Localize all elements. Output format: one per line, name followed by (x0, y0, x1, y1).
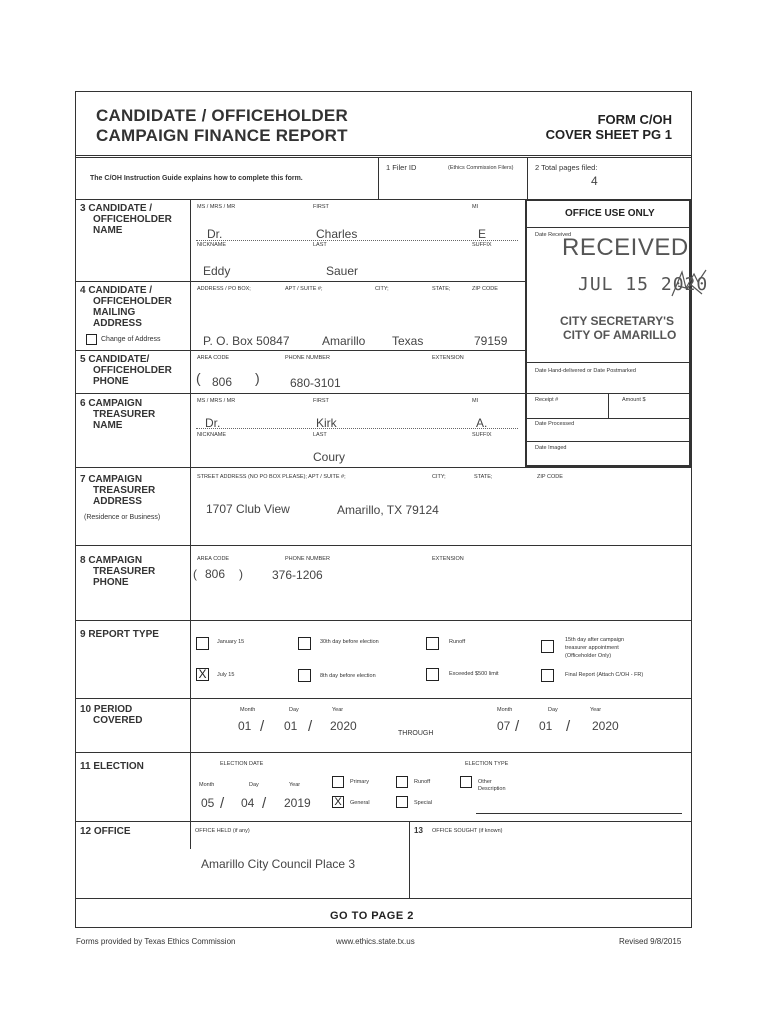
received-stamp: RECEIVED (562, 234, 689, 261)
s13-number: 13 (414, 826, 423, 835)
s8-area-value[interactable]: 806 (205, 567, 226, 581)
s4-zip-value[interactable]: 79159 (474, 334, 508, 348)
s8-phone-value[interactable]: 376-1206 (272, 568, 323, 582)
s6-last-label: LAST (313, 432, 327, 438)
total-pages-value[interactable]: 4 (591, 174, 598, 188)
amount-label: Amount $ (622, 397, 646, 403)
s11-year-label: Year (289, 782, 301, 788)
report-30day-checkbox[interactable] (298, 637, 311, 650)
election-description-label: Description (478, 786, 506, 792)
s5-paren-open: ( (196, 370, 201, 386)
s11-day-value[interactable]: 04 (241, 796, 255, 810)
s4-label-line1: 4 CANDIDATE / (80, 285, 153, 296)
s10-from-month-label: Month (240, 707, 256, 713)
hand-delivered-label: Date Hand-delivered or Date Postmarked (535, 368, 636, 374)
s6-mi-label: MI (472, 398, 479, 404)
s5-label-line2: OFFICEHOLDER (93, 365, 172, 376)
s5-area-label: AREA CODE (197, 355, 230, 361)
divider (75, 155, 692, 156)
election-general-checkbox[interactable]: X (332, 796, 344, 808)
divider (527, 362, 689, 363)
s5-phone-value[interactable]: 680-3101 (290, 376, 341, 390)
s7-label-line2: TREASURER (93, 485, 156, 496)
s10-from-year-label: Year (332, 707, 344, 713)
report-8day-checkbox[interactable] (298, 669, 311, 682)
date-slash: / (515, 718, 520, 735)
election-description-line (476, 813, 682, 814)
divider (75, 698, 692, 699)
footer-revised: Revised 9/8/2015 (619, 937, 682, 946)
s6-nickname-label: NICKNAME (197, 432, 227, 438)
footer-provided-by: Forms provided by Texas Ethics Commission (76, 937, 236, 946)
date-slash: / (566, 718, 571, 735)
s7-street-label: STREET ADDRESS (NO PO BOX PLEASE); APT / SUITE #; (197, 474, 346, 480)
report-jan15-checkbox[interactable] (196, 637, 209, 650)
divider (75, 620, 692, 621)
divider (75, 350, 525, 351)
election-other-checkbox[interactable] (460, 776, 472, 788)
s5-phone-label: PHONE NUMBER (285, 355, 330, 361)
s11-day-label: Day (249, 782, 259, 788)
go-to-page-2: GO TO PAGE 2 (330, 910, 414, 922)
s3-last-label: LAST (313, 242, 327, 248)
report-15th-label-1: 15th day after campaign (565, 637, 625, 643)
divider (75, 467, 692, 468)
s3-first-label: FIRST (313, 204, 329, 210)
s7-state-label: STATE; (474, 474, 493, 480)
s6-first-label: FIRST (313, 398, 329, 404)
s10-from-day-label: Day (289, 707, 299, 713)
election-runoff-label: Runoff (414, 779, 431, 785)
receipt-label: Receipt # (535, 397, 559, 403)
election-special-checkbox[interactable] (396, 796, 408, 808)
office-use-title: OFFICE USE ONLY (565, 208, 655, 219)
s6-label-line1: 6 CAMPAIGN (80, 398, 143, 409)
s3-label-line2: OFFICEHOLDER (93, 214, 172, 225)
s11-year-value[interactable]: 2019 (284, 796, 311, 810)
s4-label-line3: MAILING (93, 307, 136, 318)
divider (75, 157, 692, 158)
s7-label-line3: ADDRESS (93, 496, 142, 507)
s6-ms-label: MS / MRS / MR (197, 398, 236, 404)
s3-first-value[interactable]: Charles (316, 227, 358, 241)
report-15th-checkbox[interactable] (541, 640, 554, 653)
divider (409, 821, 410, 898)
s10-from-day-value[interactable]: 01 (284, 719, 298, 733)
s6-suffix-label: SUFFIX (472, 432, 492, 438)
s12-label: 12 OFFICE (80, 826, 131, 837)
s5-area-value[interactable]: 806 (212, 375, 233, 389)
s3-label-line1: 3 CANDIDATE / (80, 203, 153, 214)
s3-suffix-label: SUFFIX (472, 242, 492, 248)
office-sought-label: OFFICE SOUGHT (if known) (432, 828, 503, 834)
s4-label-line4: ADDRESS (93, 318, 142, 329)
s9-label: 9 REPORT TYPE (80, 629, 159, 640)
s8-label-line3: PHONE (93, 577, 129, 588)
divider (75, 752, 692, 753)
date-slash: / (260, 718, 265, 735)
s10-to-year-value[interactable]: 2020 (592, 719, 619, 733)
divider (75, 898, 692, 899)
election-other-label: Other (478, 779, 492, 785)
report-exceeded-checkbox[interactable] (426, 668, 439, 681)
stamp-city-amarillo: CITY OF AMARILLO (563, 328, 677, 342)
s7-city-label: CITY; (432, 474, 446, 480)
report-8day-label: 8th day before election (320, 673, 376, 679)
s3-mi-value[interactable]: E (478, 227, 487, 241)
s10-to-year-label: Year (590, 707, 602, 713)
report-jul15-checkbox[interactable]: X (196, 668, 209, 681)
s5-label-line3: PHONE (93, 376, 129, 387)
date-slash: / (220, 795, 225, 812)
s4-address-value[interactable]: P. O. Box 50847 (203, 334, 290, 348)
s6-title-value[interactable]: Dr. (205, 416, 221, 430)
footer-url[interactable]: www.ethics.state.tx.us (336, 937, 415, 946)
report-exceeded-label: Exceeded $500 limit (449, 671, 499, 677)
s4-address-label: ADDRESS / PO BOX; (197, 286, 251, 292)
s6-label-line2: TREASURER (93, 409, 156, 420)
report-15th-label-3: (Officeholder Only) (565, 653, 612, 659)
instruction-text: The C/OH Instruction Guide explains how to complete this form. (90, 175, 303, 182)
s8-phone-label: PHONE NUMBER (285, 556, 330, 562)
change-of-address-label: Change of Address (101, 336, 161, 343)
office-held-value[interactable]: Amarillo City Council Place 3 (201, 857, 356, 871)
election-special-label: Special (414, 800, 433, 806)
s6-last-value[interactable]: Coury (313, 450, 346, 464)
s8-label-line1: 8 CAMPAIGN (80, 555, 143, 566)
s11-month-label: Month (199, 782, 215, 788)
s11-month-value[interactable]: 05 (201, 796, 215, 810)
date-slash: / (308, 718, 313, 735)
s3-label-line3: NAME (93, 225, 123, 236)
divider (527, 441, 689, 442)
s5-paren-close: ) (255, 370, 260, 386)
s10-to-day-label: Day (548, 707, 558, 713)
divider (75, 393, 525, 394)
filer-id-note: (Ethics Commission Filers) (448, 165, 514, 171)
election-primary-checkbox[interactable] (332, 776, 344, 788)
report-30day-label: 30th day before election (320, 639, 379, 645)
report-15th-label-2: treasurer appointment (565, 645, 619, 651)
divider (608, 393, 609, 418)
election-runoff-checkbox[interactable] (396, 776, 408, 788)
s7-label-line1: 7 CAMPAIGN (80, 474, 143, 485)
report-jan15-label: January 15 (217, 639, 245, 645)
s5-label-line1: 5 CANDIDATE/ (80, 354, 150, 365)
s10-to-day-value[interactable]: 01 (539, 719, 553, 733)
total-pages-label: 2 Total pages filed: (535, 163, 598, 172)
election-general-label: General (350, 800, 370, 806)
s8-ext-label: EXTENSION (432, 556, 464, 562)
s4-zip-label: ZIP CODE (472, 286, 498, 292)
change-of-address-checkbox[interactable] (86, 334, 97, 345)
divider (378, 157, 379, 199)
form-id: FORM C/OH (597, 112, 672, 127)
s3-ms-label: MS / MRS / MR (197, 204, 236, 210)
s3-nickname-value[interactable]: Eddy (203, 264, 231, 278)
s4-city-value[interactable]: Amarillo (322, 334, 366, 348)
s7-street-value[interactable]: 1707 Club View (206, 502, 290, 516)
divider (527, 157, 528, 199)
s10-from-year-value[interactable]: 2020 (330, 719, 357, 733)
form-title-line1: CANDIDATE / OFFICEHOLDER (96, 106, 348, 125)
report-final-label: Final Report (Attach C/OH - FR) (565, 672, 644, 678)
divider (75, 545, 692, 546)
received-stamp-date: JUL 15 2020 (578, 274, 709, 295)
report-jul15-label: July 15 (217, 672, 235, 678)
s8-paren-close: ) (239, 567, 243, 581)
divider (75, 281, 525, 282)
divider (527, 418, 689, 419)
report-runoff-checkbox[interactable] (426, 637, 439, 650)
through-label: THROUGH (398, 730, 434, 737)
s10-label-line2: COVERED (93, 715, 143, 726)
form-title-line2: CAMPAIGN FINANCE REPORT (96, 126, 348, 145)
s6-first-value[interactable]: Kirk (316, 416, 337, 430)
date-imaged-label: Date Imaged (535, 445, 567, 451)
s6-label-line3: NAME (93, 420, 123, 431)
office-held-label: OFFICE HELD (if any) (195, 828, 250, 834)
s4-city-label: CITY; (375, 286, 389, 292)
date-slash: / (262, 795, 267, 812)
s4-state-value[interactable]: Texas (392, 334, 424, 348)
s11-label: 11 ELECTION (80, 761, 144, 772)
s4-state-label: STATE; (432, 286, 451, 292)
s4-label-line2: OFFICEHOLDER (93, 296, 172, 307)
s3-last-value[interactable]: Sauer (326, 264, 359, 278)
s8-paren-open: ( (193, 567, 197, 581)
s8-area-label: AREA CODE (197, 556, 230, 562)
form-page-label: COVER SHEET PG 1 (545, 127, 672, 142)
election-type-label: ELECTION TYPE (465, 761, 509, 767)
s10-to-month-label: Month (497, 707, 513, 713)
s8-label-line2: TREASURER (93, 566, 156, 577)
election-primary-label: Primary (350, 779, 369, 785)
initials-signature (668, 266, 708, 302)
s5-ext-label: EXTENSION (432, 355, 464, 361)
date-received-label: Date Received (535, 232, 572, 238)
report-runoff-label: Runoff (449, 639, 466, 645)
divider (75, 821, 692, 822)
election-date-label: ELECTION DATE (220, 761, 264, 767)
s10-from-month-value[interactable]: 01 (238, 719, 252, 733)
s6-name-line (196, 428, 518, 429)
filer-id-label: 1 Filer ID (386, 163, 417, 172)
stamp-city-secretary: CITY SECRETARY'S (560, 314, 674, 328)
s10-label-line1: 10 PERIOD (80, 704, 133, 715)
s7-label-line4: (Residence or Business) (84, 514, 161, 521)
date-processed-label: Date Processed (535, 421, 575, 427)
s10-to-month-value[interactable]: 07 (497, 719, 511, 733)
s4-apt-label: APT / SUITE #; (285, 286, 323, 292)
report-final-checkbox[interactable] (541, 669, 554, 682)
s6-mi-value[interactable]: A. (476, 416, 488, 430)
s7-zip-label: ZIP CODE (537, 474, 563, 480)
s7-city-value[interactable]: Amarillo, TX 79124 (337, 503, 439, 517)
s3-mi-label: MI (472, 204, 479, 210)
s3-nickname-label: NICKNAME (197, 242, 227, 248)
s3-title-value[interactable]: Dr. (207, 227, 223, 241)
